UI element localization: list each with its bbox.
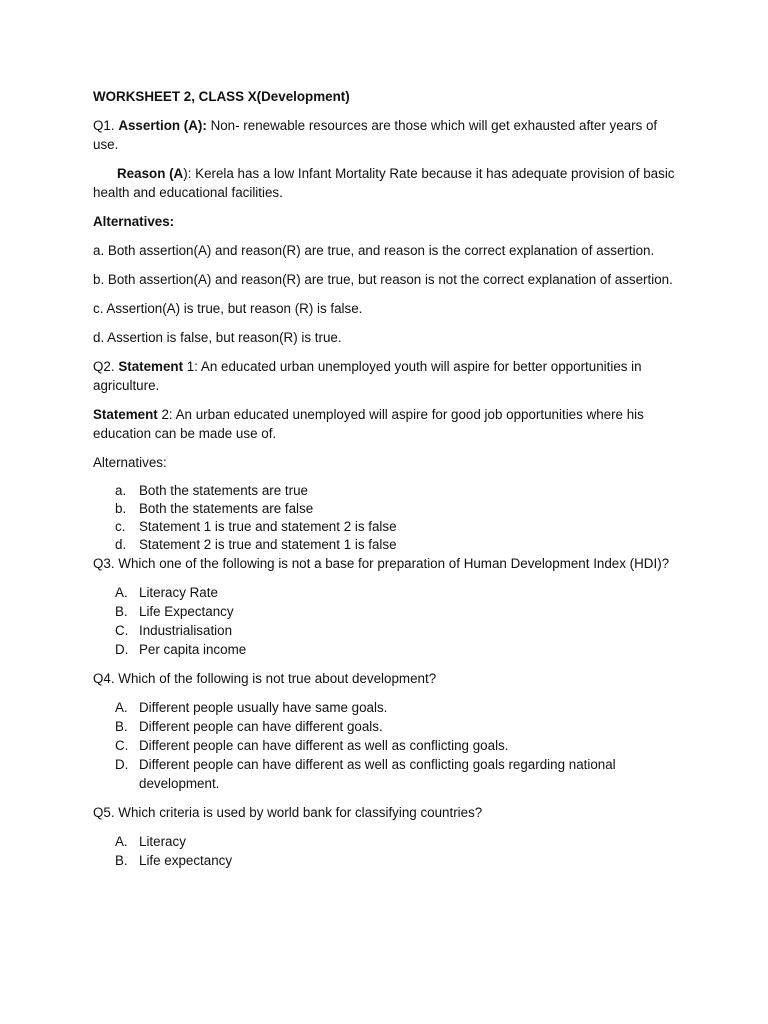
list-item [93, 602, 683, 621]
q1-assertion [93, 116, 683, 154]
q2-alternatives-label: Alternatives: [93, 455, 167, 470]
list-item-text: Literacy Rate [139, 585, 218, 600]
list-item-text: Different people can have different as well as conflicting goals. [139, 738, 509, 753]
list-item [93, 717, 683, 736]
list-marker: A. [115, 834, 128, 849]
q2-s1-text: 1: An educated urban unemployed youth will aspire for better opportunities in agriculture. [93, 359, 642, 393]
q1-option-b: b. Both assertion(A) and reason(R) are true, but reason is not the correct explanation of assertion. [93, 272, 673, 287]
list-marker: a. [115, 483, 127, 498]
list-item [93, 832, 683, 851]
list-item [93, 482, 683, 500]
list-item [93, 583, 683, 602]
list-marker: C. [115, 623, 129, 638]
list-marker: B. [115, 719, 128, 734]
q5-options [93, 832, 683, 870]
q1-option-c: c. Assertion(A) is true, but reason (R) is false. [93, 301, 363, 316]
list-item-text: Life expectancy [139, 853, 233, 868]
q1-number: Q1. [93, 118, 119, 133]
q4-question: Q4. Which of the following is not true about development? [93, 671, 437, 686]
q1-alternatives-label [93, 212, 683, 231]
q1-alternatives-label-text: Alternatives: [93, 214, 175, 229]
list-marker: A. [115, 585, 128, 600]
q4-options [93, 698, 683, 793]
worksheet-title: WORKSHEET 2, CLASS X(Development) [93, 89, 350, 104]
q1-assertion-text: Non- renewable resources are those which will get exhausted after years of use. [93, 118, 658, 152]
list-marker: A. [115, 700, 128, 715]
q2-s2-label: Statement [93, 407, 158, 422]
list-item [93, 851, 683, 870]
list-marker: D. [115, 642, 129, 657]
q1-option-a: a. Both assertion(A) and reason(R) are true, and reason is the correct explanation of assertion. [93, 243, 655, 258]
q1-reason-text: ): Kerela has a low Infant Mortality Rate because it has adequate provision of basic health and educational facilities. [93, 166, 675, 200]
list-item-text: Different people can have different goals. [139, 719, 383, 734]
list-marker: C. [115, 738, 129, 753]
list-marker: c. [115, 519, 126, 534]
q3-question: Q3. Which one of the following is not a base for preparation of Human Development Index (HDI)? [93, 556, 670, 571]
list-item-text: Per capita income [139, 642, 247, 657]
list-marker: b. [115, 501, 127, 516]
list-item [93, 518, 683, 536]
list-item-text: Both the statements are true [139, 483, 308, 498]
q1-reason-label: Reason (A [117, 166, 184, 181]
q2-s2-text: 2: An urban educated unemployed will aspire for good job opportunities where his education can be made use of. [93, 407, 644, 441]
q2-options [93, 482, 683, 554]
worksheet-body [93, 87, 683, 880]
list-marker: B. [115, 604, 128, 619]
list-item-text: Both the statements are false [139, 501, 314, 516]
q2-number: Q2. [93, 359, 119, 374]
list-marker: B. [115, 853, 128, 868]
list-item [93, 536, 683, 554]
q3-options [93, 583, 683, 659]
list-item-text: Statement 1 is true and statement 2 is false [139, 519, 397, 534]
q1-assertion-label: Assertion (A): [118, 118, 207, 133]
list-marker: d. [115, 537, 127, 552]
list-item-text: Life Expectancy [139, 604, 234, 619]
q1-reason [93, 164, 683, 202]
list-item [93, 755, 683, 793]
list-item [93, 736, 683, 755]
q1-option-d: d. Assertion is false, but reason(R) is true. [93, 330, 342, 345]
list-item-text: Statement 2 is true and statement 1 is false [139, 537, 397, 552]
list-item [93, 640, 683, 659]
list-item [93, 698, 683, 717]
q2-s1-label: Statement [118, 359, 184, 374]
list-item-text: Different people usually have same goals. [139, 700, 388, 715]
q2-statement-2 [93, 405, 683, 443]
list-item [93, 621, 683, 640]
list-item-text: Literacy [139, 834, 186, 849]
list-marker: D. [115, 757, 129, 772]
q2-statement-1 [93, 357, 683, 395]
list-item-text: Different people can have different as well as conflicting goals regarding national development. [139, 757, 616, 791]
q5-question: Q5. Which criteria is used by world bank for classifying countries? [93, 805, 483, 820]
list-item [93, 500, 683, 518]
list-item-text: Industrialisation [139, 623, 233, 638]
